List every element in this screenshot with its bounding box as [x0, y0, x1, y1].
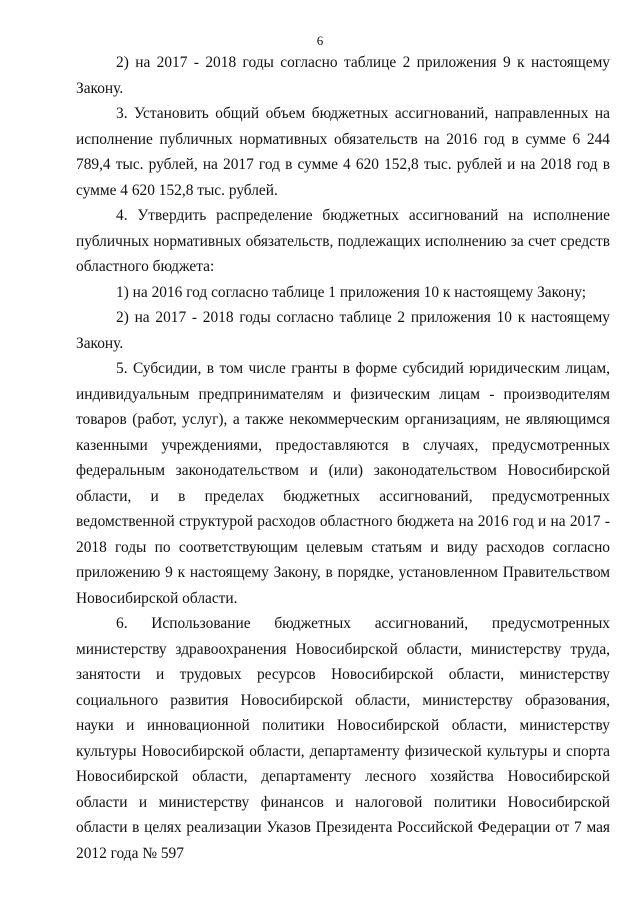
paragraph-item-2-2017-2018: 2) на 2017 - 2018 годы согласно таблице 2 приложения 9 к настоящему Закону. [76, 54, 610, 97]
page-number: 6 [316, 33, 324, 48]
paragraph-item-2-2017-2018-app10: 2) на 2017 - 2018 годы согласно таблице 2 приложения 10 к настоящему Закону. [76, 309, 610, 352]
paragraph-4-distribution: 4. Утвердить распределение бюджетных ассигнований на исполнение публичных нормативных обязательств, подлежащих исполнению за счет средств областного бюджета: [76, 207, 610, 275]
paragraph-item-1-2016: 1) на 2016 год согласно таблице 1 приложения 10 к настоящему Закону; [116, 283, 587, 301]
paragraph-6-budget-use: 6. Использование бюджетных ассигнований, предусмотренных министерству здравоохранения Новосибирской области, министерству труда, занятости и трудовых ресурсов Новосибирской области, министерству социального развития Новосибирской области, министерству образования, науки и инновационной политики Новосибирской области, министерству культуры Новосибирской области, департаменту физической культуры и спорта Новосибирской области, департаменту лесного хозяйства Новосибирской области и министерству финансов и налоговой политики Новосибирской области в целях реализации Указов Президента Российской Федерации от 7 мая 2012 года № 597 [76, 615, 610, 862]
paragraph-5-subsidies: 5. Субсидии, в том числе гранты в форме субсидий юридическим лицам, индивидуальным предпринимателям и физическим лицам - производителям товаров (работ, услуг), а также некоммерческим организациям, не являющимся казенными учреждениями, предоставляются в случаях, предусмотренных федеральным законодательством и (или) законодательством Новосибирской области, и в пределах бюджетных ассигнований, предусмотренных ведомственной структурой расходов областного бюджета на 2016 год и на 2017 - 2018 годы по соответствующим целевым статьям и виду расходов согласно приложению 9 к настоящему Закону, в порядке, установленном Правительством Новосибирской области. [76, 360, 610, 607]
paragraph-3-obligations-total: 3. Установить общий объем бюджетных ассигнований, направленных на исполнение публичных нормативных обязательств на 2016 год в сумме 6 244 789,4 тыс. рублей, на 2017 год в сумме 4 620 152,8 тыс. рублей и на 2018 год в сумме 4 620 152,8 тыс. рублей. [76, 105, 610, 199]
document-body [76, 50, 610, 866]
